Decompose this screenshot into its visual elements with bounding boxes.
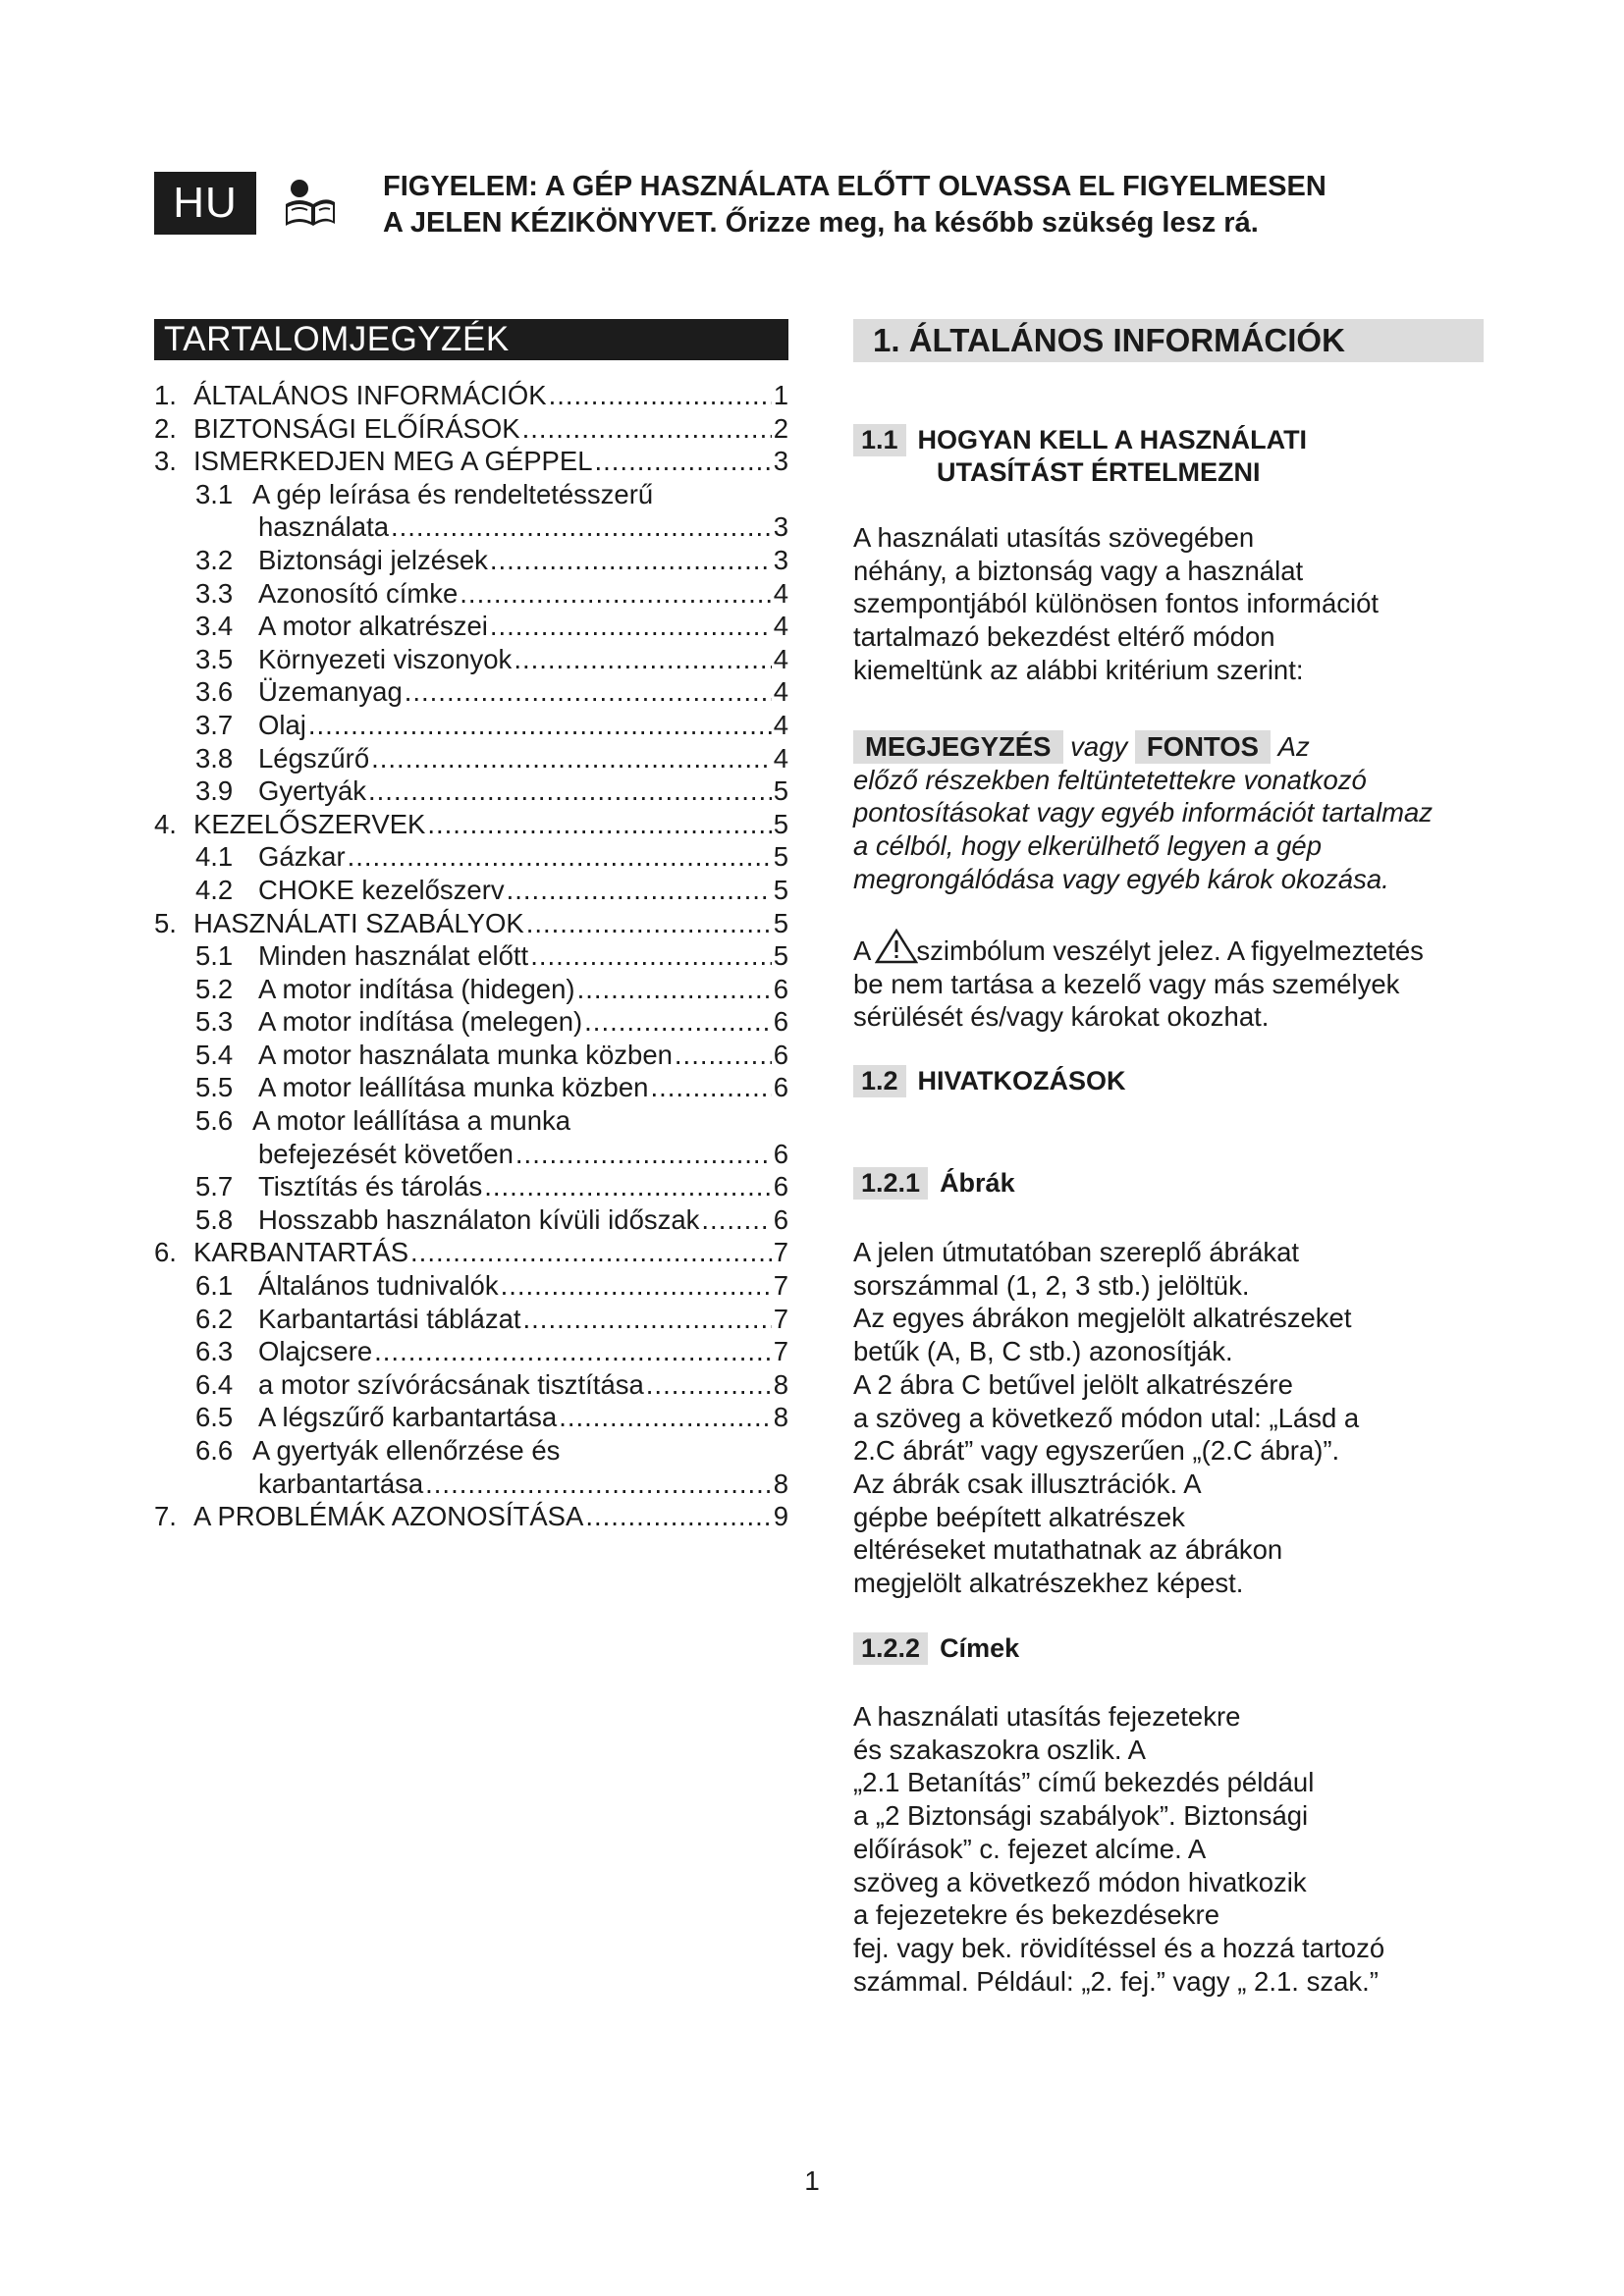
toc-item-label: Karbantartási táblázat (258, 1303, 521, 1334)
subsection-number: 1.2.1 (853, 1167, 928, 1200)
toc-item-page: 5 (773, 808, 788, 839)
toc-item[interactable] (154, 610, 788, 643)
text-line: A használati utasítás fejezetekre (853, 1701, 1241, 1732)
toc-item-label: A motor alkatrészei (258, 611, 488, 642)
toc-item-label: Gázkar (258, 841, 346, 873)
toc-item[interactable] (154, 478, 788, 511)
toc-item-number: 5.6 (195, 1105, 234, 1137)
toc-item[interactable] (154, 1401, 788, 1434)
toc-item-number: 6.1 (195, 1270, 234, 1302)
subsection-number: 1.2.2 (853, 1632, 928, 1665)
toc-item[interactable] (154, 1236, 788, 1269)
toc-item-number: 5.8 (195, 1203, 234, 1235)
toc-item-page: 4 (773, 742, 788, 774)
toc-item-number: 3.3 (195, 577, 234, 609)
toc-dot-leader (595, 445, 772, 478)
subsection-1-2-1-heading (853, 1167, 1015, 1200)
text-line: fej. vagy bek. rövidítéssel és a hozzá tartozó (853, 1932, 1385, 1963)
toc-dot-leader (368, 774, 772, 808)
warning-line-1: FIGYELEM: A GÉP HASZNÁLATA ELŐTT OLVASSA EL FIGYELMESEN (383, 171, 1326, 202)
toc-dot-leader (490, 610, 772, 643)
toc-item-continuation[interactable] (154, 1138, 788, 1171)
toc-dot-leader (374, 1335, 772, 1368)
toc-item[interactable] (154, 1170, 788, 1203)
warning-header (383, 169, 1326, 241)
toc-item[interactable] (154, 1005, 788, 1039)
toc-item[interactable] (154, 1335, 788, 1368)
text-line: A használati utasítás szövegében (853, 522, 1255, 553)
toc-item-label: Olaj (258, 709, 306, 740)
toc-item-label: HASZNÁLATI SZABÁLYOK (193, 907, 524, 938)
text-line: A jelen útmutatóban szereplő ábrákat (853, 1237, 1300, 1267)
toc-dot-leader (675, 1039, 772, 1072)
toc-item-label: ÁLTALÁNOS INFORMÁCIÓK (193, 380, 547, 410)
toc-item[interactable] (154, 709, 788, 742)
toc-item-page: 6 (773, 973, 788, 1004)
subsection-1-1-heading (853, 424, 1307, 489)
toc-item-page: 3 (773, 446, 788, 477)
toc-item-continuation[interactable] (154, 1468, 788, 1501)
toc-item-label-cont: karbantartása (258, 1468, 424, 1499)
toc-dot-leader (484, 1170, 771, 1203)
toc-item-number: 5.1 (195, 940, 234, 972)
page-number: 1 (804, 2165, 820, 2196)
toc-item-page: 1 (773, 380, 788, 410)
toc-item-page: 7 (773, 1270, 788, 1302)
subsection-title-cont: UTASÍTÁST ÉRTELMEZNI (937, 457, 1261, 487)
toc-dot-leader (585, 1500, 771, 1533)
toc-item-number: 6.3 (195, 1336, 234, 1367)
toc-dot-leader (515, 1138, 772, 1171)
text-line: 2.C ábrát” vagy egyszerűen „(2.C ábra)”. (853, 1435, 1340, 1467)
toc-dot-leader (523, 1303, 772, 1336)
text-line: néhány, a biztonság vagy a használat (853, 555, 1304, 586)
toc-dot-leader (410, 1236, 772, 1269)
toc-item-label: CHOKE kezelőszerv (258, 874, 505, 905)
toc-item-page: 7 (773, 1336, 788, 1367)
note-text-line: előző részekben feltüntetettekre vonatkozó (853, 764, 1367, 795)
toc-item-page: 6 (773, 1072, 788, 1103)
text-line: a fejezetekre és bekezdésekre (853, 1899, 1219, 1931)
toc-item-number: 6.5 (195, 1402, 234, 1433)
subsection-number: 1.2 (853, 1065, 906, 1097)
toc-item-number: 6.6 (195, 1435, 234, 1466)
toc-item-number: 3.5 (195, 643, 234, 674)
note-text (853, 764, 1501, 896)
toc-item-label: Biztonsági jelzések (258, 544, 488, 575)
toc-item-page: 3 (773, 544, 788, 575)
toc-item-page: 8 (773, 1368, 788, 1400)
toc-item[interactable] (154, 379, 788, 412)
toc-item-label: A motor leállítása munka közben (258, 1072, 649, 1103)
toc-dot-leader (584, 1005, 772, 1039)
text-line: a „2 Biztonsági szabályok”. Biztonsági (853, 1800, 1309, 1832)
toc-item-page: 4 (773, 611, 788, 642)
toc-item-number: 3.9 (195, 775, 234, 807)
toc-dot-leader (391, 510, 772, 544)
toc-dot-leader (526, 907, 772, 940)
toc-item[interactable] (154, 808, 788, 841)
subsection-1-2-heading (853, 1065, 1126, 1097)
toc-item[interactable] (154, 1104, 788, 1138)
toc-item[interactable] (154, 1071, 788, 1104)
important-label: FONTOS (1135, 730, 1271, 764)
text-line: „2.1 Betanítás” című bekezdés például (853, 1767, 1315, 1798)
toc-item-number: 7. (154, 1501, 177, 1532)
toc-dot-leader (577, 973, 772, 1006)
note-text-line: pontosításokat vagy egyéb információt tartalmaz (853, 797, 1434, 828)
text-line: betűk (A, B, C stb.) azonosítják. (853, 1336, 1233, 1367)
toc-item[interactable] (154, 1368, 788, 1402)
toc-dot-leader (371, 742, 772, 775)
note-text-line: megrongálódása vagy egyéb károk okozása. (853, 863, 1389, 894)
note-text-line: a célból, hogy elkerülhető legyen a gép (853, 830, 1323, 862)
toc-item-page: 4 (773, 676, 788, 708)
text-line: eltéréseket mutathatnak az ábrákon (853, 1534, 1283, 1566)
toc-item-page: 6 (773, 1039, 788, 1070)
toc-item-number: 5.7 (195, 1171, 234, 1202)
toc-item-label: Általános tudnivalók (258, 1270, 499, 1302)
toc-item-number: 5.3 (195, 1006, 234, 1038)
warning-line-2: A JELEN KÉZIKÖNYVET. Őrizze meg, ha később szükség lesz rá. (383, 207, 1259, 239)
toc-item-label-cont: befejezését követően (258, 1138, 514, 1169)
toc-dot-leader (425, 1468, 772, 1501)
paragraph-1-2-1 (853, 1236, 1501, 1600)
toc-item-page: 5 (773, 874, 788, 905)
toc-item-page: 8 (773, 1468, 788, 1499)
toc-item[interactable] (154, 907, 788, 940)
toc-item-label: Légszűrő (258, 742, 370, 774)
toc-item-page: 4 (773, 577, 788, 609)
toc-item-number: 1. (154, 380, 177, 410)
toc-item-label: Környezeti viszonyok (258, 643, 513, 674)
toc-item-label: A gép leírása és rendeltetésszerű (252, 478, 654, 509)
warning-text-line: sérülését és/vagy károkat okozhat. (853, 1001, 1270, 1033)
toc-dot-leader (427, 808, 771, 841)
toc-item-page: 5 (773, 940, 788, 972)
toc-dot-leader (308, 709, 772, 742)
toc-item-number: 3.6 (195, 676, 234, 708)
section-1-title: 1. ÁLTALÁNOS INFORMÁCIÓK (853, 319, 1484, 362)
toc-item-label: a motor szívórácsának tisztítása (258, 1368, 644, 1400)
toc-item-number: 6.4 (195, 1368, 234, 1400)
toc-dot-leader (530, 939, 772, 973)
warning-text-line: be nem tartása a kezelő vagy más személyek (853, 968, 1400, 999)
toc-item-label: KARBANTARTÁS (193, 1237, 409, 1268)
toc-item[interactable] (154, 1500, 788, 1533)
toc-item-page: 5 (773, 907, 788, 938)
toc-item-label: A PROBLÉMÁK AZONOSÍTÁSA (193, 1501, 584, 1532)
toc-item[interactable] (154, 1203, 788, 1237)
toc-item[interactable] (154, 939, 788, 973)
text-line: sorszámmal (1, 2, 3 stb.) jelöltük. (853, 1269, 1250, 1301)
toc-dot-leader (507, 874, 772, 907)
toc-item-label: BIZTONSÁGI ELŐÍRÁSOK (193, 412, 520, 444)
toc-item[interactable] (154, 445, 788, 478)
toc-item-number: 2. (154, 412, 177, 444)
toc-item-number: 5. (154, 907, 177, 938)
toc-item-label: Tisztítás és tárolás (258, 1171, 483, 1202)
toc-item[interactable] (154, 412, 788, 446)
toc-item-page: 4 (773, 643, 788, 674)
toc-item-number: 3.4 (195, 611, 234, 642)
toc-item-page: 7 (773, 1237, 788, 1268)
toc-item[interactable] (154, 1303, 788, 1336)
toc-item-label: Olajcsere (258, 1336, 373, 1367)
toc-dot-leader (646, 1368, 772, 1402)
subsection-title: Ábrák (940, 1168, 1015, 1198)
note-text-first: Az (1277, 731, 1310, 762)
toc-item-page: 6 (773, 1138, 788, 1169)
toc-item-label: A motor indítása (hidegen) (258, 973, 575, 1004)
toc-item-page: 6 (773, 1203, 788, 1235)
paragraph-1-2-2 (853, 1700, 1501, 1998)
warn-line-1: szimbólum veszélyt jelez. A figyelmeztetés (916, 935, 1424, 966)
note-label: MEGJEGYZÉS (853, 730, 1063, 764)
toc-item[interactable] (154, 1039, 788, 1072)
toc-item[interactable] (154, 840, 788, 874)
text-line: a szöveg a következő módon utal: „Lásd a (853, 1402, 1360, 1433)
language-badge: HU (154, 172, 256, 235)
toc-item-page: 2 (773, 412, 788, 444)
subsection-title: HIVATKOZÁSOK (917, 1066, 1126, 1095)
text-line: szempontjából különösen fontos információt (853, 588, 1380, 619)
warning-paragraph (853, 929, 1501, 1034)
toc-dot-leader (701, 1203, 771, 1237)
toc-item[interactable] (154, 643, 788, 676)
warning-triangle-icon (875, 929, 918, 964)
toc-dot-leader (348, 840, 772, 874)
toc-item-page: 7 (773, 1303, 788, 1334)
toc-item[interactable] (154, 973, 788, 1006)
toc-item-page: 9 (773, 1501, 788, 1532)
toc-item-label-cont: használata (258, 511, 390, 543)
toc-dot-leader (514, 643, 771, 676)
toc-item-number: 5.5 (195, 1072, 234, 1103)
text-line: A 2 ábra C betűvel jelölt alkatrészére (853, 1368, 1293, 1400)
toc-item-number: 6.2 (195, 1303, 234, 1334)
subsection-title: HOGYAN KELL A HASZNÁLATI (917, 425, 1308, 454)
text-line: gépbe beépített alkatrészek (853, 1501, 1185, 1532)
toc-item[interactable] (154, 874, 788, 907)
subsection-title: Címek (940, 1633, 1020, 1663)
text-line: megjelölt alkatrészekhez képest. (853, 1568, 1244, 1599)
note-or: vagy (1070, 731, 1128, 762)
toc-dot-leader (490, 544, 772, 577)
toc-item-label: Hosszabb használaton kívüli időszak (258, 1203, 700, 1235)
toc-item-label: A motor indítása (melegen) (258, 1006, 583, 1038)
toc-item-label: A légszűrő karbantartása (258, 1402, 558, 1433)
subsection-number: 1.1 (853, 424, 906, 456)
toc-item-number: 3.1 (195, 478, 234, 509)
toc-item-page: 5 (773, 841, 788, 873)
text-line: Az egyes ábrákon megjelölt alkatrészeket (853, 1303, 1352, 1334)
toc-dot-leader (405, 675, 772, 709)
toc-item-number: 5.2 (195, 973, 234, 1004)
toc-item-page: 5 (773, 775, 788, 807)
toc-item-page: 8 (773, 1402, 788, 1433)
toc-item-page: 3 (773, 511, 788, 543)
toc-item-number: 3.7 (195, 709, 234, 740)
toc-item-label: Minden használat előtt (258, 940, 529, 972)
toc-item[interactable] (154, 1434, 788, 1468)
text-line: tartalmazó bekezdést eltérő módon (853, 621, 1275, 653)
toc-item[interactable] (154, 577, 788, 611)
text-line: kiemeltünk az alábbi kritérium szerint: (853, 654, 1304, 685)
toc-item-page: 4 (773, 709, 788, 740)
toc-dot-leader (501, 1269, 772, 1303)
toc-item-label: Azonosító címke (258, 577, 459, 609)
table-of-contents (154, 379, 788, 1533)
toc-item[interactable] (154, 544, 788, 577)
note-paragraph (853, 730, 1501, 896)
toc-dot-leader (650, 1071, 771, 1104)
toc-item-number: 3.8 (195, 742, 234, 774)
toc-dot-leader (522, 412, 772, 446)
toc-item-label: ISMERKEDJEN MEG A GÉPPEL (193, 446, 593, 477)
text-line: szöveg a következő módon hivatkozik (853, 1866, 1307, 1897)
paragraph-1-1 (853, 521, 1501, 687)
toc-item-number: 5.4 (195, 1039, 234, 1070)
toc-item-label: A gyertyák ellenőrzése és (252, 1435, 561, 1466)
toc-item-label: A motor használata munka közben (258, 1039, 673, 1070)
toc-dot-leader (559, 1401, 771, 1434)
toc-item[interactable] (154, 1269, 788, 1303)
toc-item-label: Üzemanyag (258, 676, 403, 708)
toc-item-label: A motor leállítása a munka (252, 1105, 571, 1137)
toc-item-label: Gyertyák (258, 775, 367, 807)
toc-item-number: 6. (154, 1237, 177, 1268)
toc-item-label: KEZELŐSZERVEK (193, 808, 426, 839)
toc-item[interactable] (154, 774, 788, 808)
text-line: előírások” c. fejezet alcíme. A (853, 1833, 1207, 1864)
subsection-1-2-2-heading (853, 1632, 1019, 1665)
toc-item-number: 3. (154, 446, 177, 477)
toc-dot-leader (549, 379, 772, 412)
toc-item[interactable] (154, 675, 788, 709)
warn-prefix: A (853, 935, 872, 966)
reading-book-icon (278, 175, 339, 236)
toc-item-page: 6 (773, 1171, 788, 1202)
toc-item-number: 4.1 (195, 841, 234, 873)
toc-item-number: 4.2 (195, 874, 234, 905)
text-line: és szakaszokra oszlik. A (853, 1734, 1147, 1765)
text-line: Az ábrák csak illusztrációk. A (853, 1468, 1202, 1499)
toc-item-page: 6 (773, 1006, 788, 1038)
toc-title: TARTALOMJEGYZÉK (154, 319, 788, 360)
text-line: számmal. Például: „2. fej.” vagy „ 2.1. szak.” (853, 1965, 1379, 1997)
toc-dot-leader (460, 577, 771, 611)
toc-item[interactable] (154, 742, 788, 775)
toc-item-number: 4. (154, 808, 177, 839)
toc-item-continuation[interactable] (154, 510, 788, 544)
toc-item-number: 3.2 (195, 544, 234, 575)
